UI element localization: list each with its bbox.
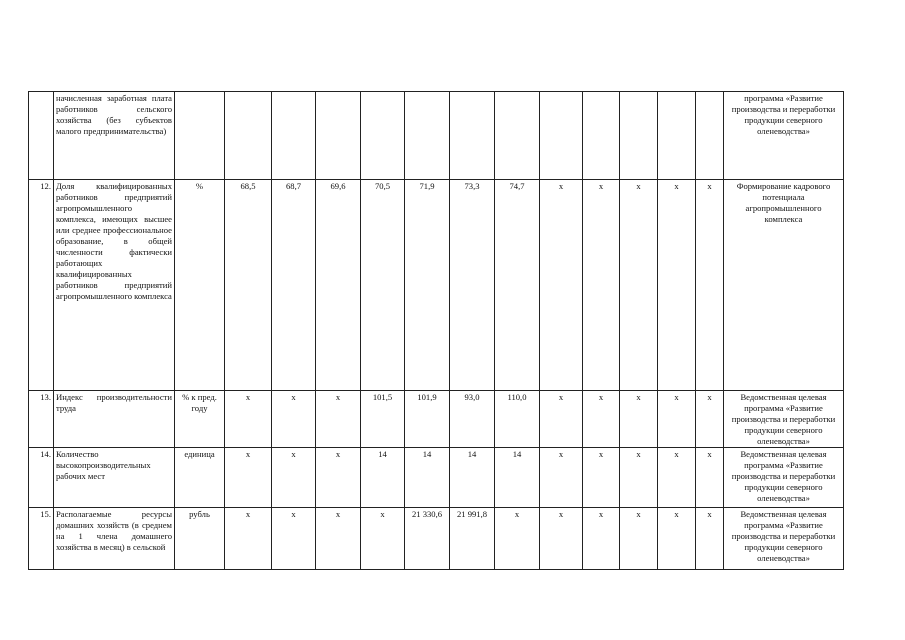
value-cell: x bbox=[658, 391, 696, 448]
value-cell: x bbox=[620, 448, 658, 508]
value-cell: 93,0 bbox=[450, 391, 495, 448]
value-cell: x bbox=[583, 180, 620, 391]
value-cell bbox=[361, 92, 405, 180]
value-cell: x bbox=[225, 508, 272, 570]
program-source: Ведомственная целевая программа «Развитие производства и переработки продукции северного оленеводства» bbox=[724, 508, 844, 570]
row-number: 12. bbox=[29, 180, 54, 391]
value-cell: x bbox=[495, 508, 540, 570]
indicator-name: Количество высокопроизводительных рабочих мест bbox=[54, 448, 175, 508]
value-cell bbox=[583, 92, 620, 180]
unit-cell bbox=[175, 92, 225, 180]
program-source: Ведомственная целевая программа «Развитие производства и переработки продукции северного оленеводства» bbox=[724, 448, 844, 508]
value-cell: x bbox=[696, 180, 724, 391]
value-cell: x bbox=[272, 448, 316, 508]
value-cell: x bbox=[696, 508, 724, 570]
value-cell: x bbox=[696, 391, 724, 448]
value-cell: 21 330,6 bbox=[405, 508, 450, 570]
value-cell: x bbox=[316, 391, 361, 448]
value-cell: x bbox=[658, 180, 696, 391]
value-cell: x bbox=[316, 448, 361, 508]
value-cell: 69,6 bbox=[316, 180, 361, 391]
value-cell: x bbox=[540, 508, 583, 570]
table-row bbox=[29, 391, 844, 448]
value-cell: 14 bbox=[450, 448, 495, 508]
value-cell: 68,5 bbox=[225, 180, 272, 391]
unit-cell: % к пред. году bbox=[175, 391, 225, 448]
row-number bbox=[29, 92, 54, 180]
row-number: 14. bbox=[29, 448, 54, 508]
value-cell bbox=[495, 92, 540, 180]
unit-cell: единица bbox=[175, 448, 225, 508]
indicator-name: Располагаемые ресурсы домашних хозяйств (в среднем на 1 члена домашнего хозяйства в месяц) в сельской bbox=[54, 508, 175, 570]
table-row bbox=[29, 448, 844, 508]
value-cell bbox=[272, 92, 316, 180]
value-cell: 68,7 bbox=[272, 180, 316, 391]
value-cell: 74,7 bbox=[495, 180, 540, 391]
value-cell: x bbox=[316, 508, 361, 570]
value-cell: x bbox=[540, 391, 583, 448]
table-row bbox=[29, 508, 844, 570]
value-cell: x bbox=[620, 391, 658, 448]
value-cell: x bbox=[583, 508, 620, 570]
value-cell bbox=[450, 92, 495, 180]
value-cell bbox=[225, 92, 272, 180]
value-cell: 21 991,8 bbox=[450, 508, 495, 570]
value-cell: x bbox=[272, 508, 316, 570]
indicators-table bbox=[28, 91, 844, 570]
value-cell: x bbox=[658, 508, 696, 570]
value-cell: x bbox=[540, 180, 583, 391]
value-cell bbox=[620, 92, 658, 180]
value-cell: x bbox=[583, 391, 620, 448]
value-cell bbox=[405, 92, 450, 180]
value-cell: 110,0 bbox=[495, 391, 540, 448]
value-cell: x bbox=[272, 391, 316, 448]
unit-cell: рубль bbox=[175, 508, 225, 570]
table-row bbox=[29, 92, 844, 180]
value-cell: x bbox=[583, 448, 620, 508]
value-cell: x bbox=[696, 448, 724, 508]
value-cell: x bbox=[225, 391, 272, 448]
value-cell: x bbox=[620, 180, 658, 391]
value-cell: x bbox=[361, 508, 405, 570]
value-cell: x bbox=[540, 448, 583, 508]
value-cell bbox=[696, 92, 724, 180]
value-cell: x bbox=[225, 448, 272, 508]
indicator-name: начисленная заработная плата работников сельского хозяйства (без субъектов малого предпринимательства) bbox=[54, 92, 175, 180]
value-cell bbox=[658, 92, 696, 180]
program-source: Формирование кадрового потенциала агропромышленного комплекса bbox=[724, 180, 844, 391]
value-cell: 71,9 bbox=[405, 180, 450, 391]
value-cell: 101,9 bbox=[405, 391, 450, 448]
value-cell: x bbox=[658, 448, 696, 508]
row-number: 13. bbox=[29, 391, 54, 448]
value-cell: x bbox=[620, 508, 658, 570]
value-cell bbox=[540, 92, 583, 180]
row-number: 15. bbox=[29, 508, 54, 570]
value-cell: 14 bbox=[361, 448, 405, 508]
unit-cell: % bbox=[175, 180, 225, 391]
value-cell: 14 bbox=[405, 448, 450, 508]
value-cell bbox=[316, 92, 361, 180]
value-cell: 14 bbox=[495, 448, 540, 508]
program-source: программа «Развитие производства и переработки продукции северного оленеводства» bbox=[724, 92, 844, 180]
value-cell: 70,5 bbox=[361, 180, 405, 391]
program-source: Ведомственная целевая программа «Развитие производства и переработки продукции северного оленеводства» bbox=[724, 391, 844, 448]
indicator-name: Доля квалифицированных работников предприятий агропромышленного комплекса, имеющих высшее или среднее профессиональное образование, в общей численности фактически работающих квалифицированных работников предприятий агропромышленного комплекса bbox=[54, 180, 175, 391]
table-row bbox=[29, 180, 844, 391]
value-cell: 73,3 bbox=[450, 180, 495, 391]
value-cell: 101,5 bbox=[361, 391, 405, 448]
indicator-name: Индекс производительности труда bbox=[54, 391, 175, 448]
